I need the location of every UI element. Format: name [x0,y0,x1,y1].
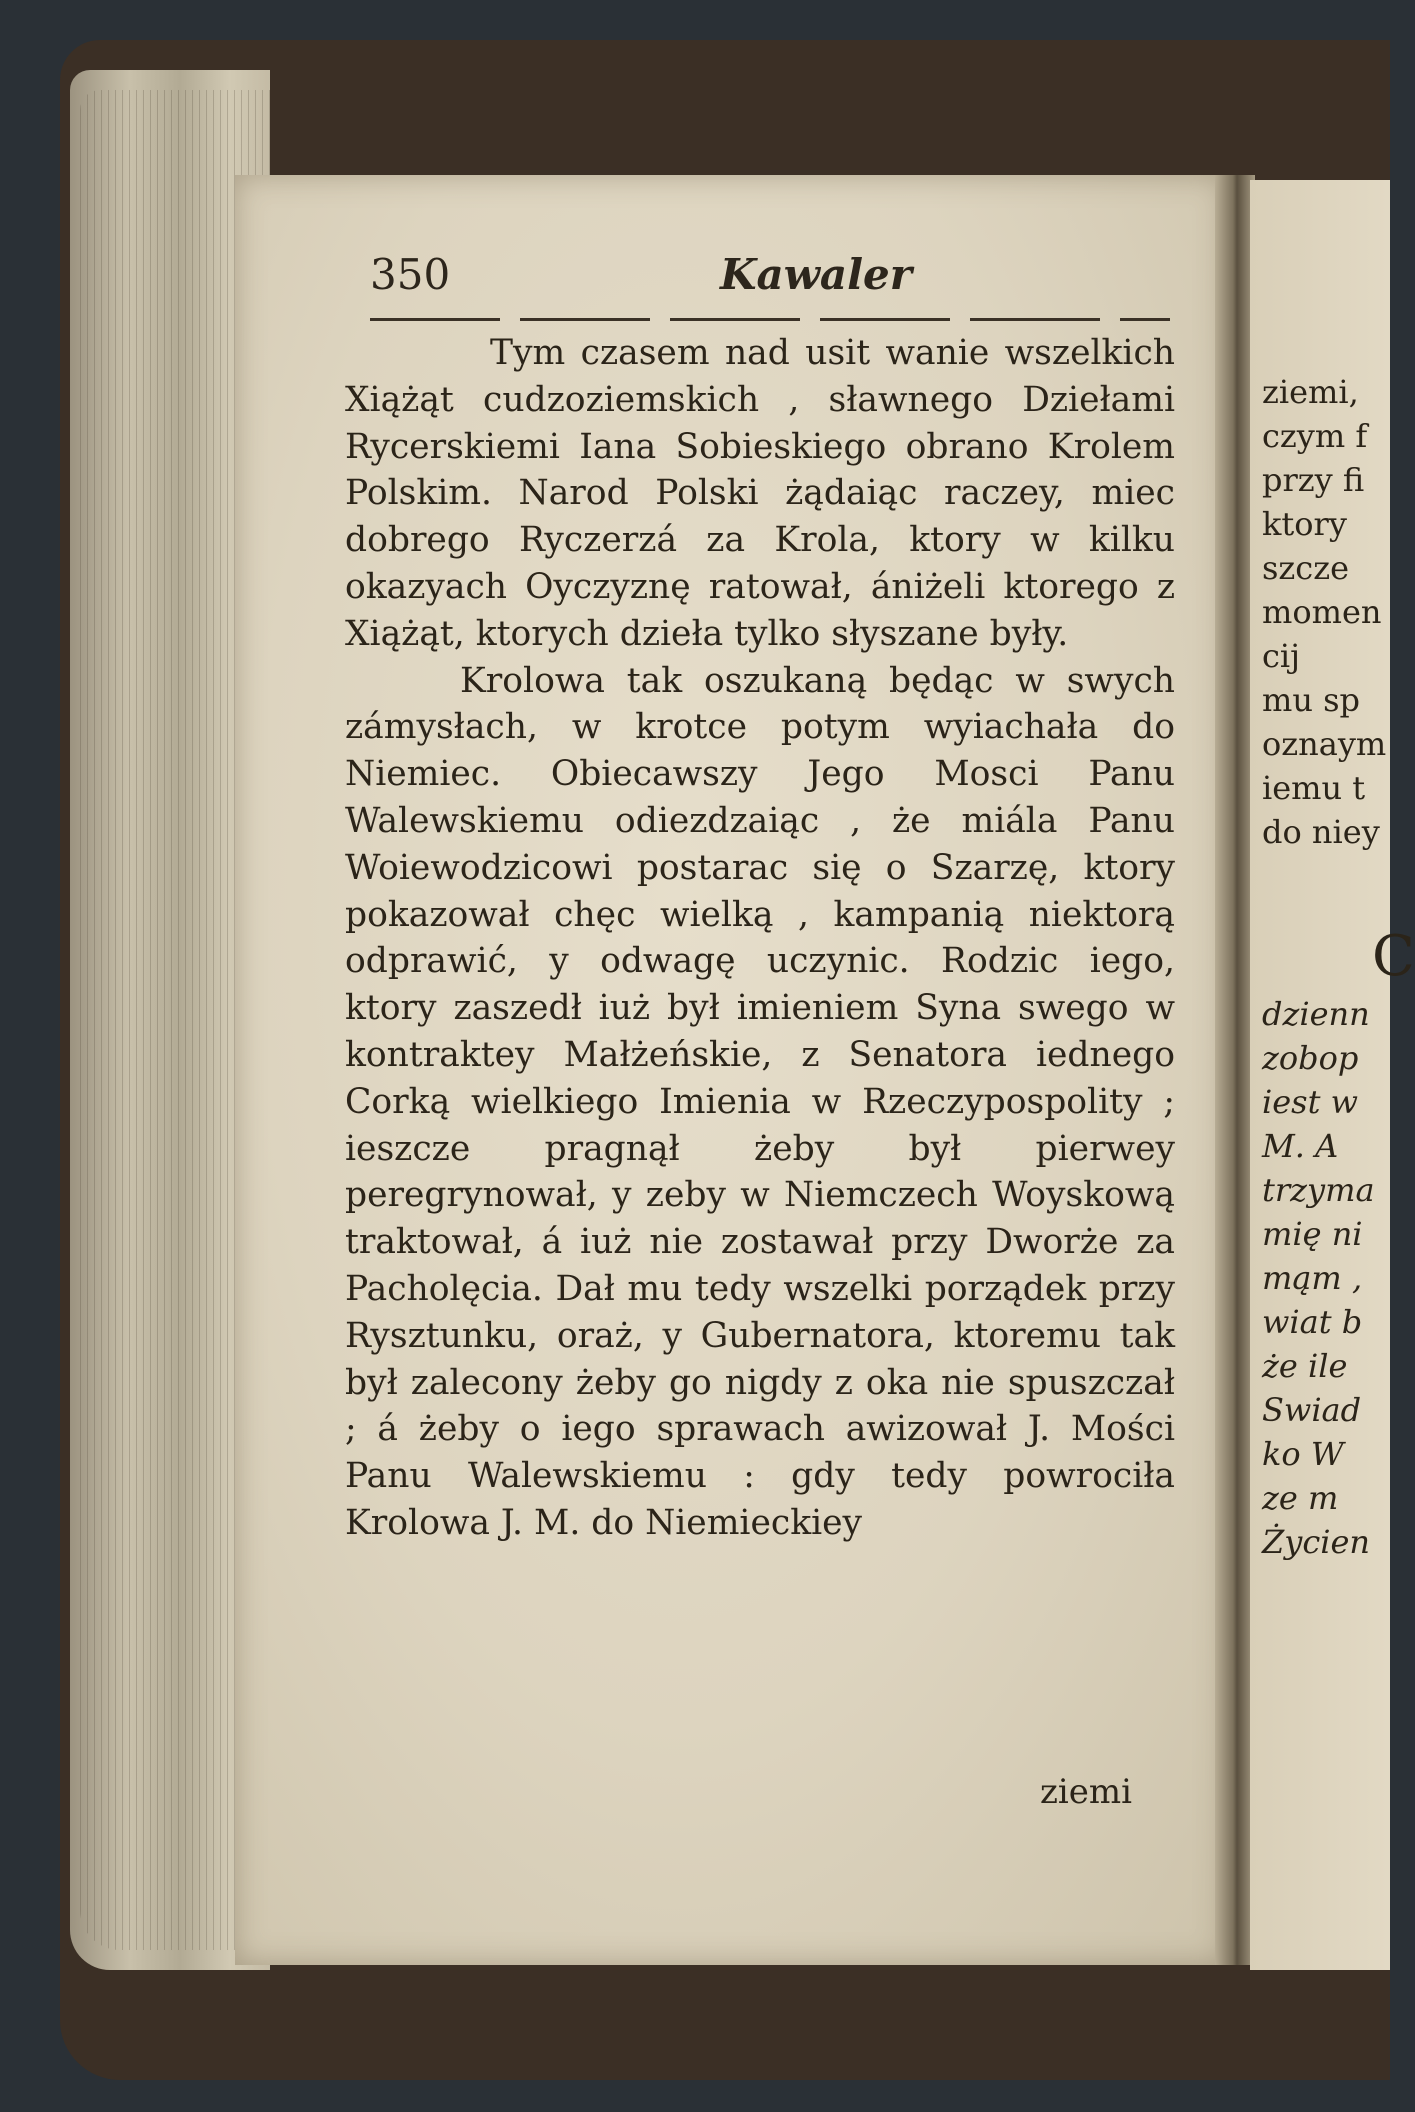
right-line: Swiad [1262,1391,1362,1429]
right-line: że ile [1262,1347,1348,1385]
right-line: iemu t [1262,769,1366,807]
right-page-text [1262,370,1415,1564]
right-line: mu sp [1262,681,1361,719]
right-line: czym f [1262,417,1368,455]
right-line: iest w [1262,1083,1359,1121]
right-line: ktory [1262,505,1347,543]
right-heading-initial: C [1372,924,1415,989]
catchword: ziemi [1040,1772,1133,1812]
header-rule [370,318,1170,321]
paragraph: Tym czasem nad usit wanie wszelkich Xiążąt cudzoziemskich , sławnego Dziełami Rycerskiemi Iana Sobieskiego obrano Krolem Polskim. Narod Polski żądaiąc raczey, miec dobrego Ryczerzá za Krola, ktory w kilku okazyach Oyczyznę ratował, ániżeli ktorego z Xiążąt, ktorych dzieła tylko słyszane były. [345,333,1175,654]
running-head: Kawaler [720,250,912,299]
right-line: Życien [1262,1523,1371,1561]
right-line: do niey [1262,813,1380,851]
right-line: mąm , [1262,1259,1363,1297]
paragraph: Krolowa tak oszukaną będąc w swych zámysłach, w krotce potym wyiachała do Niemiec. Obiecawszy Jego Mosci Panu Walewskiemu odiezdzaiąc , że miála Panu Woiewodzicowi postarac się o Szarzę, ktory pokazował chęc wielką , kampanią niektorą odprawić, y odwagę uczynic. Rodzic iego, ktory zaszedł iuż był imieniem Syna swego w kontraktey Małżeńskie, z Senatora iednego Corką wielkiego Imienia w Rzeczypospolity ; ieszcze pragnął żeby był pierwey peregrynował, y zeby w Niemczech Woyskową traktował, á iuż nie zostawał przy Dworże za Pacholęcia. Dał mu tedy wszelki porządek przy Rysztunku, oraż, y Gubernatora, ktoremu tak był zalecony żeby go nigdy z oka nie spuszczał ; á żeby o iego sprawach awizował J. Mości Panu Walewskiemu : gdy tedy powrociła Krolowa J. M. do Niemieckiey [345,660,1175,1543]
right-line: przy fi [1262,461,1365,499]
right-line: momen [1262,593,1382,631]
right-line: wiat b [1262,1303,1363,1341]
book-gutter [1215,175,1255,1965]
right-line: oznaym [1262,725,1387,763]
right-line: szcze [1262,549,1349,587]
page-body [345,330,1175,1547]
page-number: 350 [370,250,451,299]
right-line: dzienn [1262,995,1370,1033]
right-line: zobop [1262,1039,1359,1077]
right-line: ziemi, [1262,373,1359,411]
right-line: cij [1262,637,1301,675]
right-line: ko W [1262,1435,1344,1473]
right-line: trzyma [1262,1171,1375,1209]
right-line: ze m [1262,1479,1339,1517]
right-line: mię ni [1262,1215,1363,1253]
page-header [370,250,1170,310]
right-line: M. A [1262,1127,1339,1165]
